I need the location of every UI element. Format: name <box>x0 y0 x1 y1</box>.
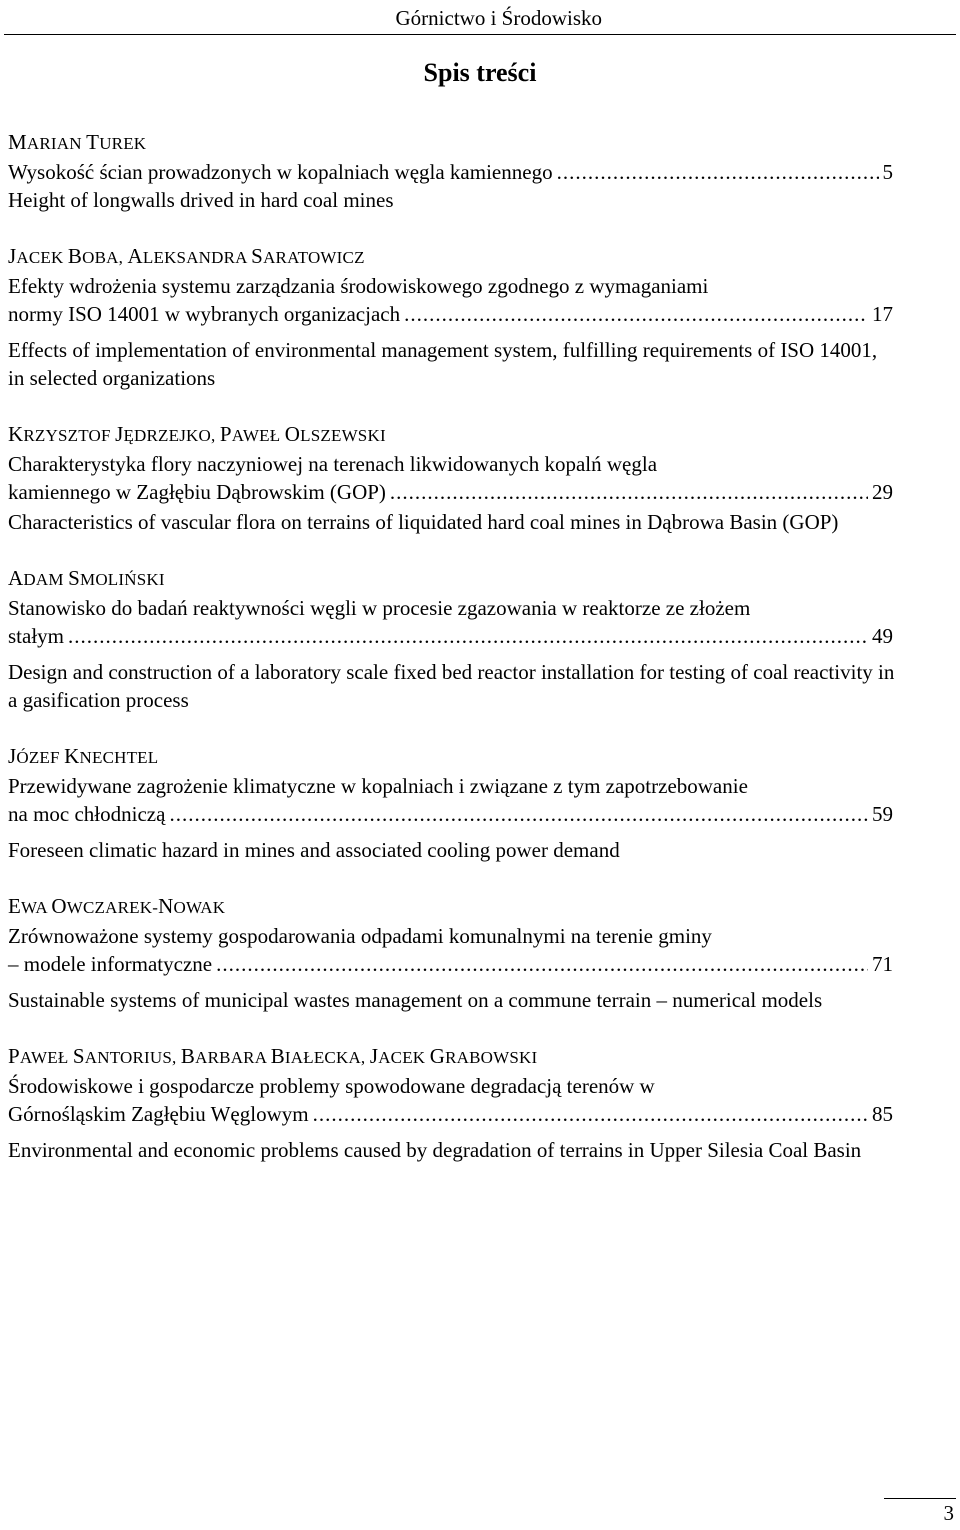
entry-page-number: 49 <box>872 624 893 648</box>
toc-entry <box>8 892 956 1014</box>
entry-title-pl[interactable]: Przewidywane zagrożenie klimatyczne w kopalniach i związane z tym zapotrzebowanie na moc chłodniczą ..... 59 <box>8 772 893 828</box>
entry-title-en: Effects of implementation of environmental management system, fulfilling requirements of ISO 14001, in selected organizations <box>8 338 878 390</box>
page-title: Spis treści <box>423 58 537 87</box>
toc-list <box>8 128 956 1192</box>
header-divider <box>4 34 956 35</box>
entry-title-en: Characteristics of vascular flora on terrains of liquidated hard coal mines in Dąbrowa Basin (GOP) <box>8 510 839 534</box>
toc-entry <box>8 420 956 536</box>
toc-entry <box>8 242 956 392</box>
entry-title-en: Design and construction of a laboratory scale fixed bed reactor installation for testing of coal reactivity in a gasification process <box>8 660 895 712</box>
entry-title-pl[interactable]: Wysokość ścian prowadzonych w kopalniach węgla kamiennego ..... 5 <box>8 158 893 186</box>
toc-entry <box>8 1042 956 1164</box>
entry-page-number: 71 <box>872 952 893 976</box>
journal-title: Górnictwo i Środowisko <box>395 6 602 30</box>
entry-title-en: Environmental and economic problems caused by degradation of terrains in Upper Silesia Coal Basin <box>8 1138 862 1162</box>
entry-title-pl[interactable]: Stanowisko do badań reaktywności węgli w procesie zgazowania w reaktorze ze złożem stałym ..... 49 <box>8 594 893 650</box>
entry-title-en: Height of longwalls drived in hard coal mines <box>8 188 394 212</box>
entry-authors: ADAM SMOLIŃSKI <box>8 566 165 590</box>
entry-title-en: Sustainable systems of municipal wastes management on a commune terrain – numerical models <box>8 988 823 1012</box>
entry-title-en: Foreseen climatic hazard in mines and associated cooling power demand <box>8 838 620 862</box>
footer-rule <box>884 1498 956 1499</box>
entry-page-number: 5 <box>882 160 893 184</box>
page-number: 3 <box>943 1501 954 1525</box>
entry-authors: MARIAN TUREK <box>8 130 147 154</box>
entry-title-pl[interactable]: Efekty wdrożenia systemu zarządzania środowiskowego zgodnego z wymaganiami normy ISO 14001 w wybranych organizacjach ..... 17 <box>8 272 893 328</box>
entry-authors: JACEK BOBA, ALEKSANDRA SARATOWICZ <box>8 244 365 268</box>
entry-title-pl[interactable]: Środowiskowe i gospodarcze problemy spowodowane degradacją terenów w Górnośląskim Zagłębiu Węglowym ..... 85 <box>8 1072 893 1128</box>
entry-page-number: 29 <box>872 480 893 504</box>
entry-authors: PAWEŁ SANTORIUS, BARBARA BIAŁECKA, JACEK GRABOWSKI <box>8 1044 538 1068</box>
entry-title-pl[interactable]: Charakterystyka flory naczyniowej na terenach likwidowanych kopalń węgla kamiennego w Zagłębiu Dąbrowskim (GOP) ..... 29 <box>8 450 893 506</box>
toc-entry <box>8 742 956 864</box>
entry-authors: EWA OWCZAREK-NOWAK <box>8 894 226 918</box>
toc-entry <box>8 564 956 714</box>
entry-authors: JÓZEF KNECHTEL <box>8 744 159 768</box>
entry-page-number: 85 <box>872 1102 893 1126</box>
toc-entry <box>8 128 956 214</box>
entry-page-number: 59 <box>872 802 893 826</box>
entry-title-pl[interactable]: Zrównoważone systemy gospodarowania odpadami komunalnymi na terenie gminy – modele informatyczne ..... 71 <box>8 922 893 978</box>
entry-authors: KRZYSZTOF JĘDRZEJKO, PAWEŁ OLSZEWSKI <box>8 422 386 446</box>
entry-page-number: 17 <box>872 302 893 326</box>
